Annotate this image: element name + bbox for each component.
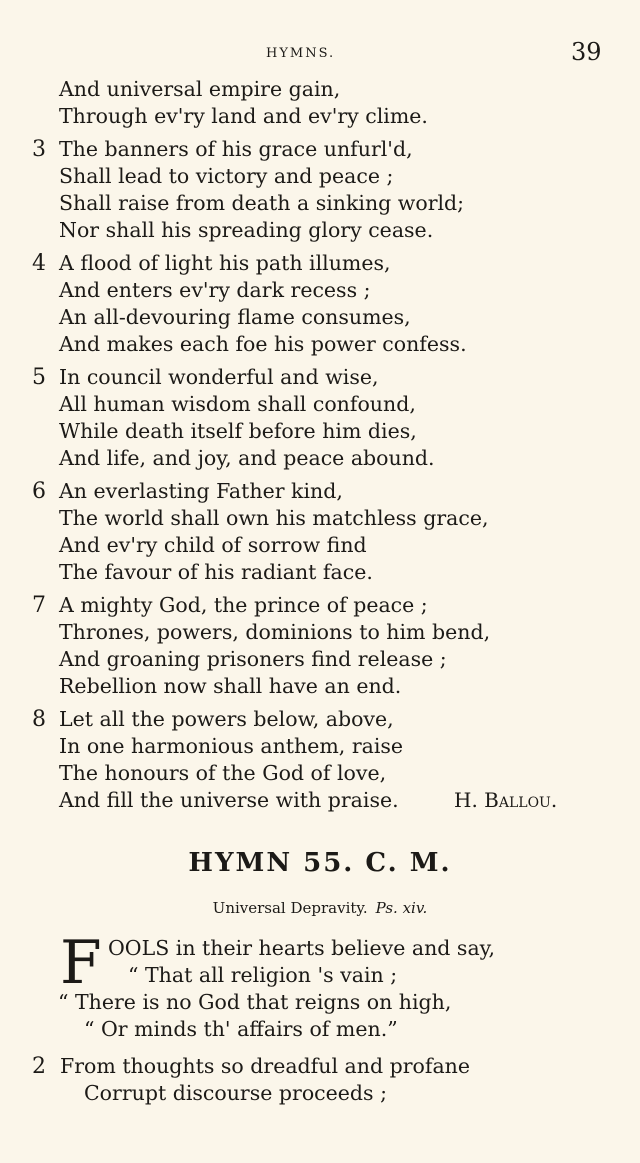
verse-line: And makes each foe his power confess. xyxy=(59,332,467,356)
verse-line: Shall lead to victory and peace ; xyxy=(59,164,394,188)
stanza-6 xyxy=(0,478,640,586)
hymn-55-verses xyxy=(0,928,640,1107)
author-attribution: H. Ballou. xyxy=(454,788,558,812)
stanza-4 xyxy=(0,250,640,358)
verse-line: Shall raise from death a sinking world; xyxy=(59,191,465,215)
verse-line: While death itself before him dies, xyxy=(59,419,417,443)
verse-line: And life, and joy, and peace abound. xyxy=(59,446,435,470)
verse-line: The favour of his radiant face. xyxy=(59,560,373,584)
verse-line: “ Or minds th' affairs of men.” xyxy=(84,1017,398,1041)
hymn-subtitle: Universal Depravity. Ps. xiv. xyxy=(212,899,428,917)
verse-line: The honours of the God of love, xyxy=(59,761,387,785)
hymn-54-verses xyxy=(0,76,640,820)
verse-line: “ There is no God that reigns on high, xyxy=(58,990,452,1014)
verse-line: An all-devouring flame consumes, xyxy=(59,305,411,329)
verse-line: 4 A flood of light his path illumes, xyxy=(32,251,391,276)
verse-line: And universal empire gain, xyxy=(59,77,341,101)
verse-line: 8 Let all the powers below, above, xyxy=(32,707,394,732)
stanza-number: 5 xyxy=(32,365,46,390)
drop-cap: F xyxy=(60,928,102,998)
stanza-5 xyxy=(0,364,640,472)
running-head: HYMNS. xyxy=(266,46,336,61)
verse-line: 6 An everlasting Father kind, xyxy=(32,479,343,504)
stanza-number: 6 xyxy=(32,479,46,504)
verse-line: The world shall own his matchless grace, xyxy=(59,506,489,530)
verse-line: All human wisdom shall confound, xyxy=(59,392,416,416)
stanza-3 xyxy=(0,136,640,244)
verse-line: “ That all religion 's vain ; xyxy=(128,963,398,987)
verse-line: Thrones, powers, dominions to him bend, xyxy=(59,620,491,644)
verse-line: And ev'ry child of sorrow find xyxy=(59,533,367,557)
verse-line: Corrupt discourse proceeds ; xyxy=(84,1081,387,1105)
stanza-number: 8 xyxy=(32,707,46,732)
stanza-number: 2 xyxy=(32,1054,46,1079)
verse-line: Rebellion now shall have an end. xyxy=(59,674,402,698)
verse-line: 2 From thoughts so dreadful and profane xyxy=(32,1054,471,1079)
verse-line: And enters ev'ry dark recess ; xyxy=(59,278,371,302)
stanza-number: 3 xyxy=(32,137,46,162)
verse-line: And groaning prisoners find release ; xyxy=(59,647,447,671)
continued-stanza xyxy=(0,76,640,130)
verse-line: And fill the universe with praise. H. Ballou. xyxy=(59,788,558,812)
verse-line: Through ev'ry land and ev'ry clime. xyxy=(59,104,428,128)
stanza-number: 7 xyxy=(32,593,46,618)
hymn-title: HYMN 55. C. M. xyxy=(188,848,452,878)
verse-line: Nor shall his spreading glory cease. xyxy=(59,218,434,242)
scripture-reference: Ps. xiv. xyxy=(375,899,428,917)
page-header xyxy=(0,38,640,68)
stanza-number: 4 xyxy=(32,251,46,276)
verse-line: F OOLS in their hearts believe and say, xyxy=(60,928,496,998)
verse-line: In one harmonious anthem, raise xyxy=(59,734,404,758)
stanza-7 xyxy=(0,592,640,700)
page-number: 39 xyxy=(571,38,602,66)
verse-line: 5 In council wonderful and wise, xyxy=(32,365,379,390)
stanza-8 xyxy=(0,706,640,814)
verse-line: 7 A mighty God, the prince of peace ; xyxy=(32,593,428,618)
verse-line: 3 The banners of his grace unfurl'd, xyxy=(32,137,413,162)
